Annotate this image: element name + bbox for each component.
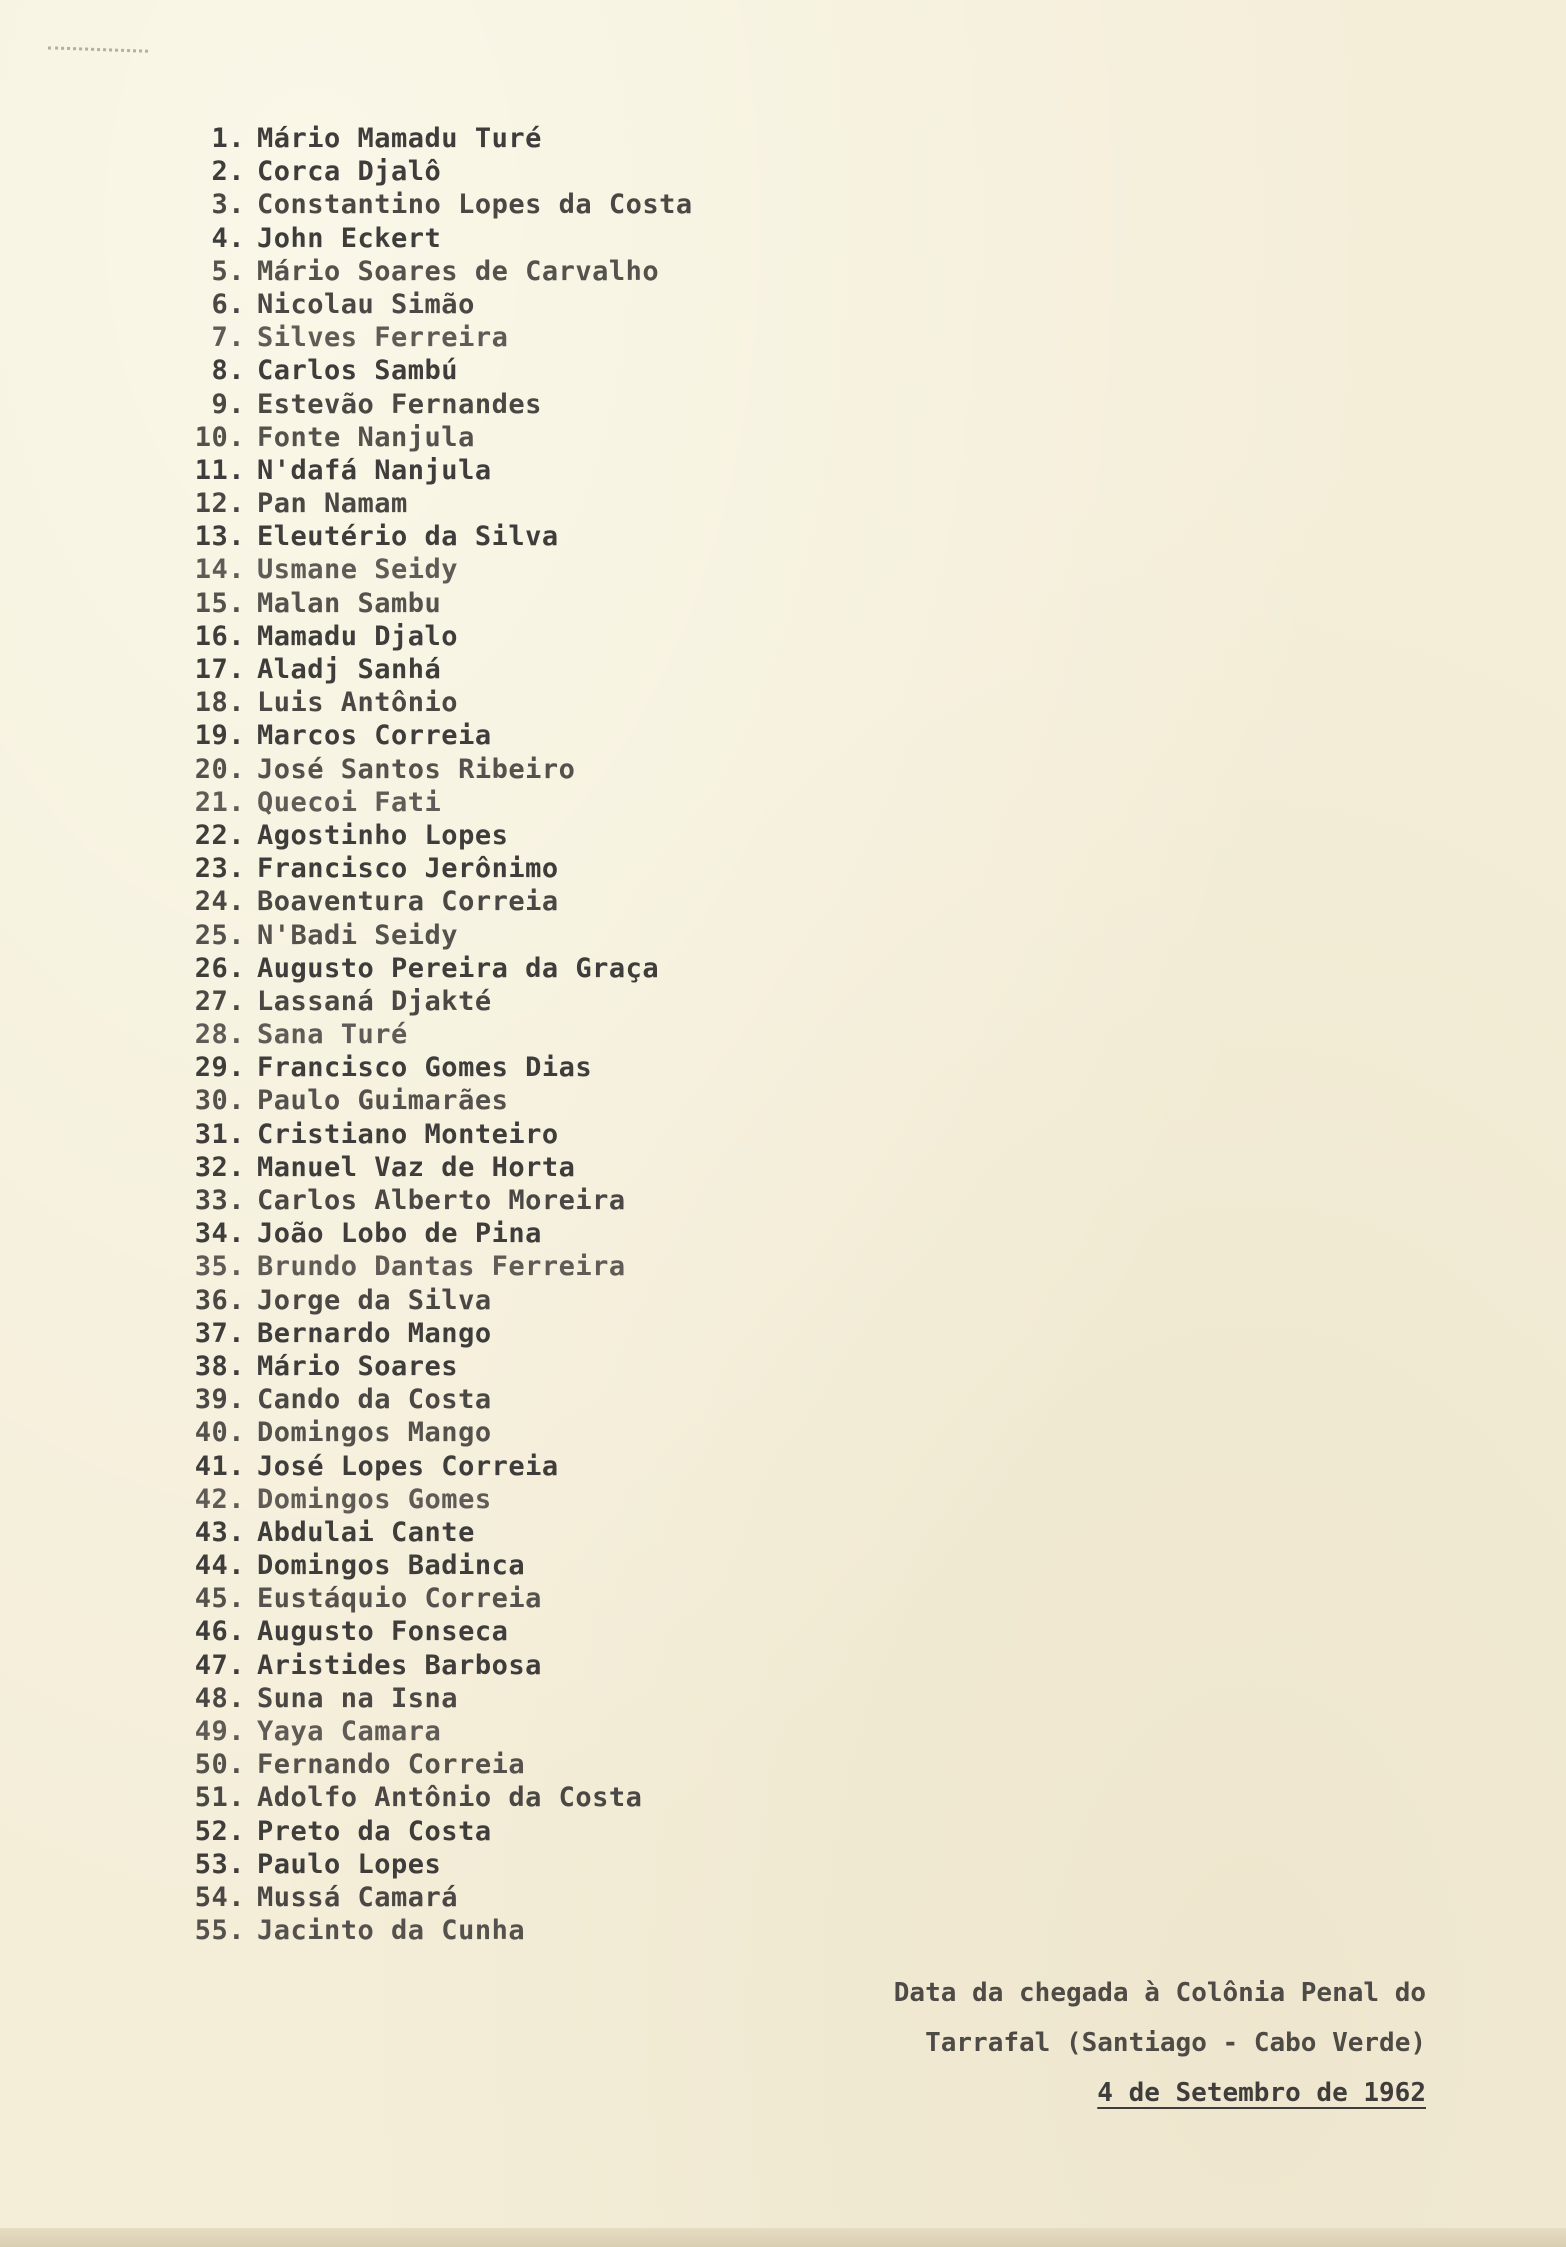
list-item-number: 43. (194, 1516, 245, 1548)
list-item (175, 553, 693, 586)
list-item (175, 421, 693, 454)
list-item-name: Carlos Alberto Moreira (257, 1185, 626, 1216)
list-item-name: Sana Turé (257, 1019, 408, 1051)
list-item-number: 32. (194, 1151, 245, 1183)
list-item (175, 188, 693, 221)
list-item (175, 1084, 693, 1117)
list-item-number: 47. (194, 1649, 245, 1681)
list-item-name: N'dafá Nanjula (257, 454, 492, 486)
list-item-name: Carlos Sambú (257, 355, 459, 387)
list-item (175, 1317, 693, 1350)
list-item-name: Eustáquio Correia (257, 1583, 542, 1615)
list-item-name: Boaventura Correia (257, 886, 559, 918)
list-item-number: 34. (194, 1218, 245, 1250)
list-item-number: 11. (194, 454, 245, 486)
list-item-number: 4. (211, 222, 245, 254)
list-item-number: 15. (194, 587, 245, 619)
list-item (175, 1914, 693, 1947)
list-item-number: 54. (194, 1881, 245, 1913)
list-item (175, 1284, 693, 1317)
list-item (175, 985, 693, 1018)
list-item-name: Preto da Costa (257, 1815, 492, 1847)
list-item (175, 1217, 693, 1250)
list-item (175, 1051, 693, 1084)
list-item-name: Silves Ferreira (257, 322, 509, 354)
list-item-number: 51. (194, 1782, 245, 1814)
list-item (175, 1682, 693, 1715)
list-item-number: 24. (194, 886, 245, 918)
list-item-number: 22. (194, 819, 245, 851)
list-item (175, 255, 693, 288)
list-item-number: 49. (194, 1716, 245, 1747)
arrival-note-line-2: Tarrafal (Santiago - Cabo Verde) (925, 2028, 1426, 2058)
list-item-name: Fernando Correia (257, 1749, 526, 1781)
list-item-number: 50. (194, 1749, 245, 1781)
list-item-name: Pan Namam (257, 488, 408, 520)
list-item-number: 2. (211, 156, 245, 188)
list-item-number: 19. (194, 720, 245, 752)
list-item-name: Francisco Gomes Dias (257, 1052, 593, 1084)
list-item-name: Paulo Lopes (257, 1848, 442, 1880)
list-item (175, 753, 693, 786)
list-item (175, 919, 693, 952)
list-item (175, 620, 693, 653)
list-item-name: Mário Soares de Carvalho (257, 255, 660, 287)
list-item-name: Usmane Seidy (257, 554, 459, 586)
list-item-number: 38. (194, 1350, 245, 1382)
list-item-name: Domingos Badinca (257, 1550, 526, 1582)
list-item-number: 27. (194, 985, 245, 1017)
list-item-name: Domingos Mango (257, 1417, 492, 1449)
list-item (175, 1549, 693, 1582)
list-item-number: 48. (194, 1682, 245, 1714)
list-item-number: 26. (194, 952, 245, 984)
list-item (175, 1184, 693, 1217)
list-item-number: 8. (211, 355, 245, 387)
list-item-number: 25. (194, 919, 245, 951)
list-item-name: Nicolau Simão (257, 288, 475, 320)
list-item-name: Domingos Gomes (257, 1483, 492, 1515)
list-item (175, 1715, 693, 1748)
list-item-number: 55. (194, 1915, 245, 1947)
list-item-number: 35. (194, 1251, 245, 1283)
list-item-number: 33. (194, 1185, 245, 1216)
list-item (175, 719, 693, 752)
list-item-name: Mamadu Djalo (257, 620, 459, 652)
list-item (175, 222, 693, 255)
arrival-note-line-1: Data da chegada à Colônia Penal do (893, 1978, 1426, 2008)
list-item-number: 53. (194, 1848, 245, 1880)
list-item-name: Mário Soares (257, 1350, 459, 1382)
list-item-number: 9. (211, 388, 245, 420)
paper-edge-mark (48, 46, 148, 55)
list-item-name: N'Badi Seidy (257, 919, 459, 951)
list-item (175, 1781, 693, 1814)
list-item-number: 18. (194, 687, 245, 719)
arrival-date: 4 de Setembro de 1962 (1097, 2078, 1426, 2108)
list-item-name: Bernardo Mango (257, 1317, 492, 1349)
list-item (175, 786, 693, 819)
list-item-name: Adolfo Antônio da Costa (257, 1782, 643, 1814)
list-item-name: Constantino Lopes da Costa (257, 189, 693, 221)
list-item-number: 23. (194, 853, 245, 885)
list-item (175, 819, 693, 852)
list-item-name: John Eckert (257, 222, 442, 254)
list-item-number: 20. (194, 753, 245, 785)
list-item-name: Suna na Isna (257, 1682, 459, 1714)
list-item (175, 1582, 693, 1615)
list-item-number: 21. (194, 786, 245, 818)
list-item-number: 46. (194, 1616, 245, 1648)
list-item-number: 45. (194, 1583, 245, 1615)
list-item (175, 852, 693, 885)
list-item (175, 1118, 693, 1151)
list-item (175, 454, 693, 487)
list-item (175, 1483, 693, 1516)
list-item (175, 952, 693, 985)
list-item (175, 1151, 693, 1184)
list-item-number: 17. (194, 654, 245, 685)
list-item-name: Luis Antônio (257, 687, 459, 719)
list-item-name: Manuel Vaz de Horta (257, 1151, 576, 1183)
list-item (175, 1748, 693, 1781)
list-item-name: Brundo Dantas Ferreira (257, 1251, 626, 1283)
list-item-name: João Lobo de Pina (257, 1218, 542, 1250)
list-item-name: Cristiano Monteiro (257, 1118, 559, 1150)
list-item (175, 885, 693, 918)
prisoner-list (175, 122, 693, 1947)
list-item-number: 14. (194, 554, 245, 586)
list-item (175, 1383, 693, 1416)
list-item-number: 16. (194, 620, 245, 652)
list-item-name: Aladj Sanhá (257, 654, 442, 685)
list-item-number: 5. (211, 255, 245, 287)
list-item-name: Fonte Nanjula (257, 421, 475, 453)
list-item-name: Corca Djalô (257, 156, 442, 188)
list-item (175, 122, 693, 155)
list-item-name: José Santos Ribeiro (257, 753, 576, 785)
list-item (175, 1350, 693, 1383)
list-item-number: 1. (211, 123, 245, 154)
list-item-name: Jacinto da Cunha (257, 1915, 526, 1947)
list-item-name: Augusto Fonseca (257, 1616, 509, 1648)
list-item-name: Yaya Camara (257, 1716, 442, 1747)
list-item-number: 41. (194, 1450, 245, 1482)
list-item-number: 30. (194, 1085, 245, 1117)
list-item (175, 288, 693, 321)
list-item-number: 40. (194, 1417, 245, 1449)
list-item (175, 1848, 693, 1881)
list-item (175, 1516, 693, 1549)
list-item (175, 321, 693, 354)
list-item-number: 37. (194, 1317, 245, 1349)
list-item-number: 6. (211, 288, 245, 320)
list-item-name: Quecoi Fati (257, 786, 442, 818)
list-item-number: 7. (211, 322, 245, 354)
list-item-number: 44. (194, 1550, 245, 1582)
list-item (175, 1416, 693, 1449)
list-item (175, 686, 693, 719)
list-item-number: 12. (194, 488, 245, 520)
list-item-number: 36. (194, 1284, 245, 1316)
list-item (175, 388, 693, 421)
list-item (175, 1881, 693, 1914)
list-item (175, 1615, 693, 1648)
list-item-name: Paulo Guimarães (257, 1085, 509, 1117)
list-item-number: 28. (194, 1019, 245, 1051)
list-item-name: Jorge da Silva (257, 1284, 492, 1316)
list-item (175, 653, 693, 686)
list-item-name: Cando da Costa (257, 1384, 492, 1416)
list-item-name: Abdulai Cante (257, 1516, 475, 1548)
list-item-name: Agostinho Lopes (257, 819, 509, 851)
list-item-name: Estevão Fernandes (257, 388, 542, 420)
list-item (175, 1250, 693, 1283)
arrival-note (894, 1968, 1426, 2118)
list-item (175, 487, 693, 520)
list-item-number: 13. (194, 521, 245, 553)
list-item (175, 1649, 693, 1682)
list-item-name: José Lopes Correia (257, 1450, 559, 1482)
list-item-name: Eleutério da Silva (257, 521, 559, 553)
list-item-number: 10. (194, 421, 245, 453)
list-item-number: 3. (211, 189, 245, 221)
list-item-name: Aristides Barbosa (257, 1649, 542, 1681)
list-item-number: 39. (194, 1384, 245, 1416)
list-item-number: 52. (194, 1815, 245, 1847)
list-item-name: Augusto Pereira da Graça (257, 952, 660, 984)
list-item (175, 1450, 693, 1483)
list-item-name: Mário Mamadu Turé (257, 123, 542, 154)
list-item (175, 1815, 693, 1848)
list-item-name: Mussá Camará (257, 1881, 459, 1913)
list-item-name: Marcos Correia (257, 720, 492, 752)
list-item-number: 31. (194, 1118, 245, 1150)
list-item-number: 29. (194, 1052, 245, 1084)
list-item (175, 1018, 693, 1051)
list-item (175, 520, 693, 553)
paper-bottom-edge (0, 2228, 1566, 2247)
list-item (175, 587, 693, 620)
list-item (175, 354, 693, 387)
list-item-name: Malan Sambu (257, 587, 442, 619)
list-item-number: 42. (194, 1483, 245, 1515)
list-item-name: Lassaná Djakté (257, 985, 492, 1017)
list-item (175, 155, 693, 188)
list-item-name: Francisco Jerônimo (257, 853, 559, 885)
